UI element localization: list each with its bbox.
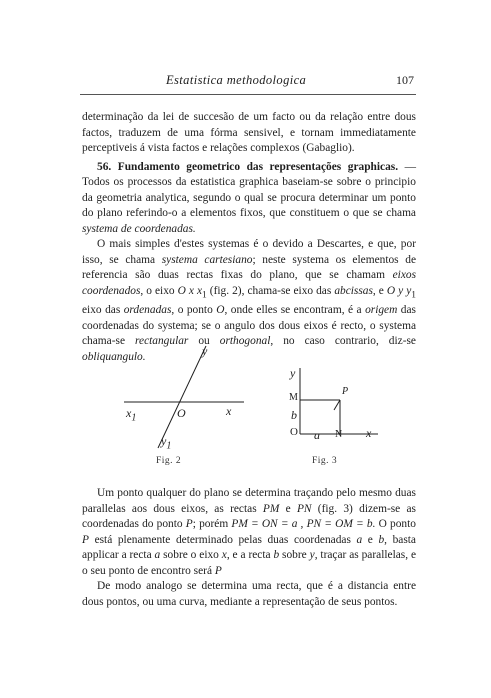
label-y1-sub: 1 — [166, 440, 172, 452]
symbol-oyy: O y y — [386, 284, 412, 297]
text-run: , o eixo — [140, 284, 178, 297]
figure-3-caption: Fig. 3 — [312, 456, 338, 466]
term-systema-cartesiano: systema cartesiano — [161, 253, 253, 266]
paragraph-continuation: determinação da lei de succesão de um facto ou da relação entre dous factos, traduzem de uma fórma sensivel, e tornam immediatamente perceptiveis á vista factos e relações complexos (Gabaglio). — [82, 111, 416, 154]
symbol-p: P — [82, 533, 89, 546]
section-number: 56. — [97, 160, 112, 173]
running-head — [80, 70, 416, 95]
term-obliquangulo: obliquangulo. — [82, 350, 146, 363]
page-number: 107 — [396, 73, 414, 87]
term-eixos-coordenados: eixos coordenados — [82, 269, 416, 297]
symbol-b: b — [378, 533, 385, 546]
label-x1 — [126, 406, 136, 423]
text-run: O mais simples d'estes systemas é o devido a Descartes, e que, por isso, se chama — [82, 238, 416, 266]
label-a: a — [314, 428, 320, 442]
text-run: , e a recta — [226, 549, 274, 561]
term-orthogonal: orthogonal — [219, 335, 271, 348]
label-o: O — [290, 426, 298, 438]
arrow-to-p — [334, 400, 340, 410]
text-run: (fig. 2), chama-se eixo das — [206, 284, 335, 297]
label-y: y — [202, 344, 208, 358]
paragraph-analogo: De modo analogo se determina uma recta, que é a distancia entre dous pontos, ou uma curva, mediante a representação de seus pontos. — [82, 580, 416, 608]
body-text-upper — [82, 110, 416, 365]
term-ordenadas: ordenadas — [123, 304, 172, 317]
body-text-lower — [82, 486, 416, 610]
label-n: N — [335, 429, 343, 440]
subscript: 1 — [202, 289, 207, 300]
symbol-p: P — [214, 564, 222, 577]
figure-3 — [282, 362, 392, 470]
label-x: x — [226, 404, 232, 418]
symbol-y: y — [309, 549, 315, 561]
section-body: — Todos os processos da estatistica graphica baseiam-se sobre o principio da geometria analytica, segundo o qual se procura determinar um ponto do plano referindo-o a elementos fixos, que constituem o que se chama — [82, 160, 416, 219]
text-run: , traçar as parallelas, e o seu ponto de encontro será — [82, 549, 417, 577]
label-x1-letter: x — [126, 406, 132, 420]
figure-2-caption: Fig. 2 — [156, 456, 182, 466]
text-run: , no caso contrario, diz-se — [270, 335, 416, 348]
text-run: Um ponto qualquer do plano se determina traçando pelo mesmo duas parallelas aos dous eixos, as rectas — [82, 487, 416, 515]
ordinate-axis-line — [158, 346, 206, 448]
symbol-o: O — [216, 304, 225, 317]
label-origin: O — [177, 406, 186, 420]
label-p: P — [342, 386, 349, 397]
symbol-pn: PN — [296, 502, 312, 515]
figure-3-diagram — [282, 362, 392, 470]
text-run: O ponto — [375, 518, 416, 530]
text-run: , basta applicar a recta — [82, 533, 416, 561]
subscript: 1 — [411, 289, 416, 300]
text-run: , e — [372, 284, 387, 297]
label-x1-sub: 1 — [131, 412, 137, 424]
text-run: , onde elles se encontram, é a — [224, 304, 366, 317]
term-rectangular: rectangular — [135, 335, 189, 348]
term-abcissas: abcissas — [334, 284, 373, 297]
symbol-a: a — [154, 549, 161, 561]
text-run: das coordenadas do systema; se o angulo dos dous eixos é recto, o systema chama-se — [82, 304, 416, 348]
text-run: (fig. 3) dizem-se as coordenadas do ponto — [82, 502, 416, 530]
label-y1-letter: y — [161, 434, 167, 448]
symbol-p: P — [185, 518, 193, 530]
label-y1 — [161, 434, 171, 451]
text-run: ou — [188, 335, 220, 348]
text-run: sobre — [279, 549, 310, 561]
text-run: eixo das — [82, 304, 124, 317]
symbol-pm: PM — [262, 502, 280, 515]
equation-coordinates: PM = ON = a , PN = OM = b. — [231, 518, 376, 530]
symbol-x: x — [221, 549, 227, 561]
text-run: ; porém — [192, 518, 232, 530]
text-run: , o ponto — [171, 304, 217, 317]
text-run: sobre o eixo — [160, 549, 222, 561]
text-run: e — [362, 533, 379, 546]
term-origem: origem — [365, 304, 398, 317]
paragraph-section-56 — [82, 160, 416, 238]
symbol-a: a — [356, 533, 363, 546]
section-heading: Fundamento geometrico das representações graphicas. — [117, 160, 399, 173]
symbol-b: b — [273, 549, 280, 561]
section-term: systema de coordenadas. — [82, 222, 196, 235]
label-m: M — [289, 392, 298, 403]
label-b: b — [291, 408, 297, 422]
paragraph-ponto — [82, 486, 416, 579]
label-y: y — [290, 366, 296, 380]
running-title: Estatistica methodologica — [166, 73, 307, 87]
text-run: e — [279, 502, 297, 515]
figure-2 — [120, 342, 250, 470]
symbol-oxx: O x x — [177, 284, 203, 297]
text-run: ; neste systema os elementos de referencia são duas rectas fixas do plano, que se chamam — [82, 253, 417, 281]
text-run: está plenamente determinado pelas duas coordenadas — [88, 533, 357, 546]
label-x: x — [366, 426, 372, 440]
